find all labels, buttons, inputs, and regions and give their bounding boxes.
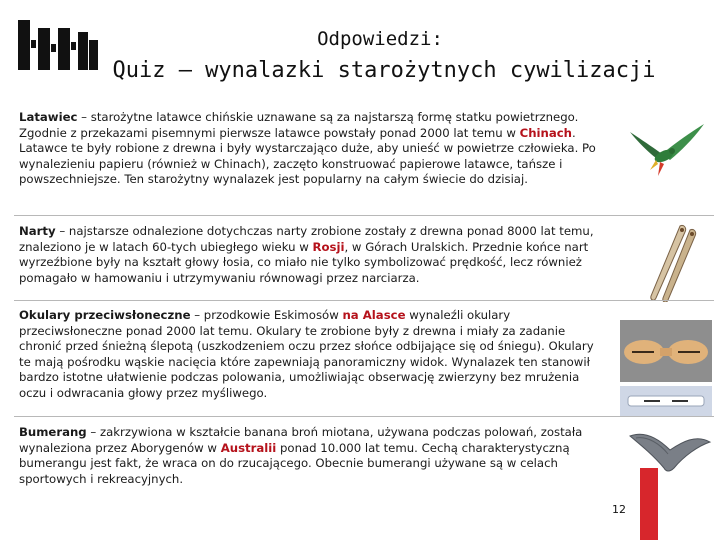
snow-goggles-image [620,320,712,416]
section-kite [19,110,619,188]
highlight-place: Australii [220,440,277,455]
section-text: ponad 10.000 lat temu. Cechą charakterystyczną bumerangu jest fakt, że wraca on do rzucającego. Obecnie bumerangi używane są w celach sportowych i rekreacyjnych. [19,440,570,486]
section-text: – przodkowie Eskimosów [190,308,343,322]
section-text: – zakrzywiona w kształcie banana broń miotana, używana podczas polowań, została wynaleziona przez Aborygenów w [19,425,583,455]
section-text: , w Górach Uralskich. Przednie końce nart wyrzeźbione były na kształt głowy łosia, co miało nie tylko symbolizować prędkość, lecz również pomagało w hamowaniu i utrzymywaniu równowagi przez narciarza. [19,239,589,285]
term-label: Narty [19,224,56,238]
section-text: . Latawce te były robione z drewna i były wystarczająco duże, aby unieść w powietrze człowieka. Po wynalezieniu papieru (również w Chinach), zaczęto konstruować papierowe latawce, tańsze i powszechniejsze. Ten starożytny wynalazek jest popularny na całym świecie do dzisiaj. [19,125,596,187]
divider [14,215,714,216]
section-text: wynaleźli okulary przeciwsłoneczne ponad 2000 lat temu. Okulary te zrobione były z drewna i miały za zadanie chronić przed śnieżną ślepotą (uszkodzeniem oczu przez słońce odbijające się od śniegu). Okulary te mają pośrodku wąskie nacięcia które zapewniają panoramiczny widok. Wynalazek ten stanowił bardzo istotne ułatwienie podczas polowania, umożliwiając obserwację zwierzyny bez mrużenia oczu i odwracania głowy przez myśliwego. [19,308,594,400]
divider [14,300,714,301]
skis-image [640,222,700,302]
kite-image [628,118,706,188]
slide-title: Quiz – wynalazki starożytnych cywilizacji [112,58,656,83]
highlight-place: na Alasce [342,308,406,322]
slide-subtitle: Odpowiedzi: [317,28,443,50]
page-number: 12 [612,503,626,516]
highlight-place: Chinach [519,125,573,140]
accent-bar [640,468,658,540]
term-label: Okulary przeciwsłoneczne [19,308,191,322]
section-text: – najstarsze odnalezione dotychczas narty zrobione zostały z drewna ponad 8000 lat temu, znaleziono je w latach 60-tych ubiegłego wieku w [19,224,594,254]
divider [14,416,714,417]
section-skis [19,224,614,286]
term-label: Latawiec [19,110,78,124]
section-boomerang [19,425,619,487]
boomerang-image [626,424,712,484]
section-text: – starożytne latawce chińskie uznawane są za najstarszą formę statku powietrznego. Zgodnie z przekazami pisemnymi pierwsze latawce powstały ponad 2000 lat temu w [19,110,579,140]
term-label: Bumerang [19,425,87,439]
section-sunglasses [19,308,609,402]
highlight-place: Rosji [312,239,345,254]
